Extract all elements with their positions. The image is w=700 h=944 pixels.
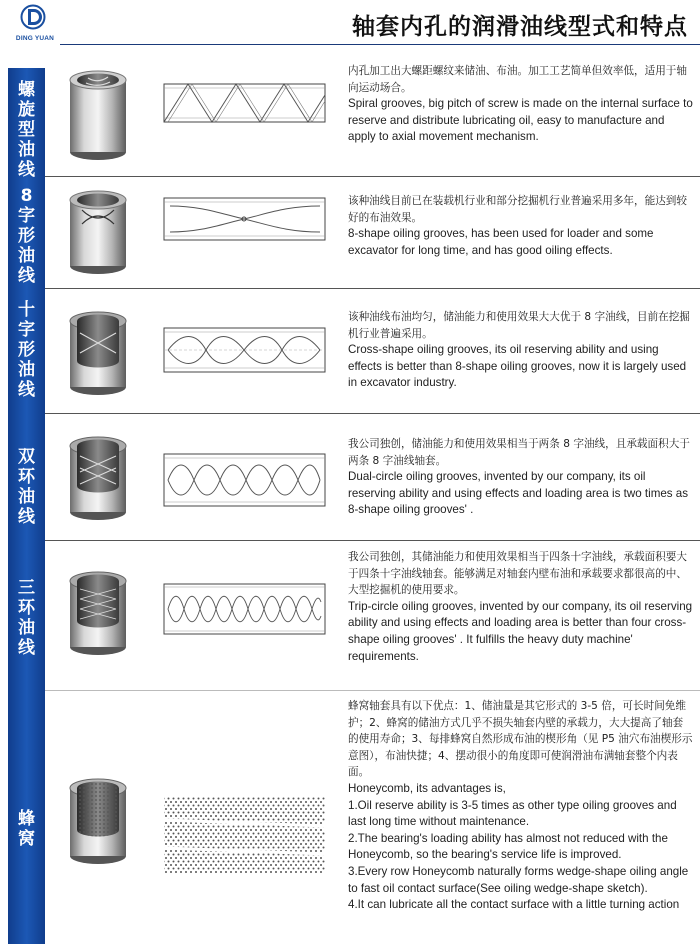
row-divider: [45, 288, 700, 289]
row-divider: [45, 540, 700, 541]
honeycomb-description: 蜂窝轴套具有以下优点：1、储油量是其它形式的 3-5 倍，可长时间免维护；2、蜂窝的储油方式几乎不损失轴套内壁的承载力，大大提高了轴套的使用寿命；3、每排蜂窝自然形成布油的楔形角（见 P5 油穴布油楔形示意图），布油快捷；4、摆动很小的角度即可使润滑油布满轴套整个内表面。 Honeycomb, its advantages is, 1.Oil reserve ability is 3-5 times as other type oiling grooves and last long time without maintenance. 2.The bearing's loading ability has almost not reduced with the Honeycomb, so the bearing's service life is improved. 3.Every row Honeycomb naturally forms wedge-shape oiling angle to fast oil contact surface(See oiling wedge-shape sketch). 4.It can lubricate all the contact surface with a little turning action: [348, 700, 693, 912]
8-shape-description: 该种油线目前已在装载机行业和部分挖掘机行业普遍采用多年，能达到较好的布油效果。 8-shape oiling grooves, has been used for loader and some excavator for long time, and has good oiling effects.: [348, 195, 687, 257]
honeycomb-pattern-diagram: [162, 790, 327, 880]
cross-shape-description: 该种油线布油均匀，储油能力和使用效果大大优于 8 字油线，目前在挖掘机行业普遍采用。 Cross-shape oiling grooves, its oil reserving ability and using effects is better than 8-shape oiling grooves, now it is largely used in excavator industry.: [348, 311, 690, 390]
row-divider: [45, 413, 700, 414]
spiral-description: 内孔加工出大螺距螺纹来储油、布油。加工工艺简单但效率低，适用于轴向运动场合。 Spiral grooves, big pitch of screw is made on the internal surface to reserve and distribute lubricating oil, easy to manufacture and apply to axial movement mechanism.: [348, 65, 693, 144]
row-label-honeycomb: 蜂 窝: [18, 809, 35, 849]
trip-circle-bearing-image: [58, 563, 138, 663]
trip-circle-description: 我公司独创，其储油能力和使用效果相当于四条十字油线，承载面积要大于四条十字油线轴套。能够满足对轴套内壁布油和承载要求都很高的中、大型挖掘机的使用要求。 Trip-circle oiling grooves, invented by our company, its oil reserving ability and using effects and loading area is better than four cross-shape oiling grooves' . It fulfills the heavy duty machine' requirements.: [348, 551, 693, 663]
row-label-dual-circle: 双 环 油 线: [18, 447, 35, 527]
cross-shape-bearing-image: [58, 303, 138, 403]
8-shape-groove-diagram: [162, 190, 327, 250]
row-label-trip-circle: 三 环 油 线: [18, 578, 35, 658]
row-label-spiral: 螺 旋 型 油 线: [18, 80, 35, 180]
title-rule: [60, 44, 700, 45]
spiral-bearing-image: [58, 64, 138, 164]
trip-circle-groove-diagram: [162, 578, 327, 640]
company-logo: [6, 4, 60, 48]
spiral-groove-diagram: [162, 74, 327, 136]
row-divider: [45, 176, 700, 177]
honeycomb-bearing-image: [58, 770, 138, 870]
logo-text: DING YUAN: [15, 35, 55, 42]
header: [0, 0, 700, 70]
dual-circle-bearing-image: [58, 428, 138, 528]
row-label-cross-shape: 十 字 形 油 线: [18, 300, 35, 400]
page-title: 轴套内孔的润滑油线型式和特点: [352, 14, 688, 40]
8-shape-bearing-image: [58, 180, 138, 280]
row-divider: [45, 690, 700, 691]
dual-circle-groove-diagram: [162, 448, 327, 512]
logo-icon: [20, 4, 46, 34]
dual-circle-description: 我公司独创，储油能力和使用效果相当于两条 8 字油线，且承载面积大于两条 8 字油线轴套。 Dual-circle oiling grooves, invented by our company, its oil reserving ability and using effects and loading area is two times as 8-shape oiling grooves' .: [348, 438, 690, 517]
cross-shape-groove-diagram: [162, 322, 327, 378]
row-label-8-shape: 8 字 形 油 线: [18, 186, 35, 286]
